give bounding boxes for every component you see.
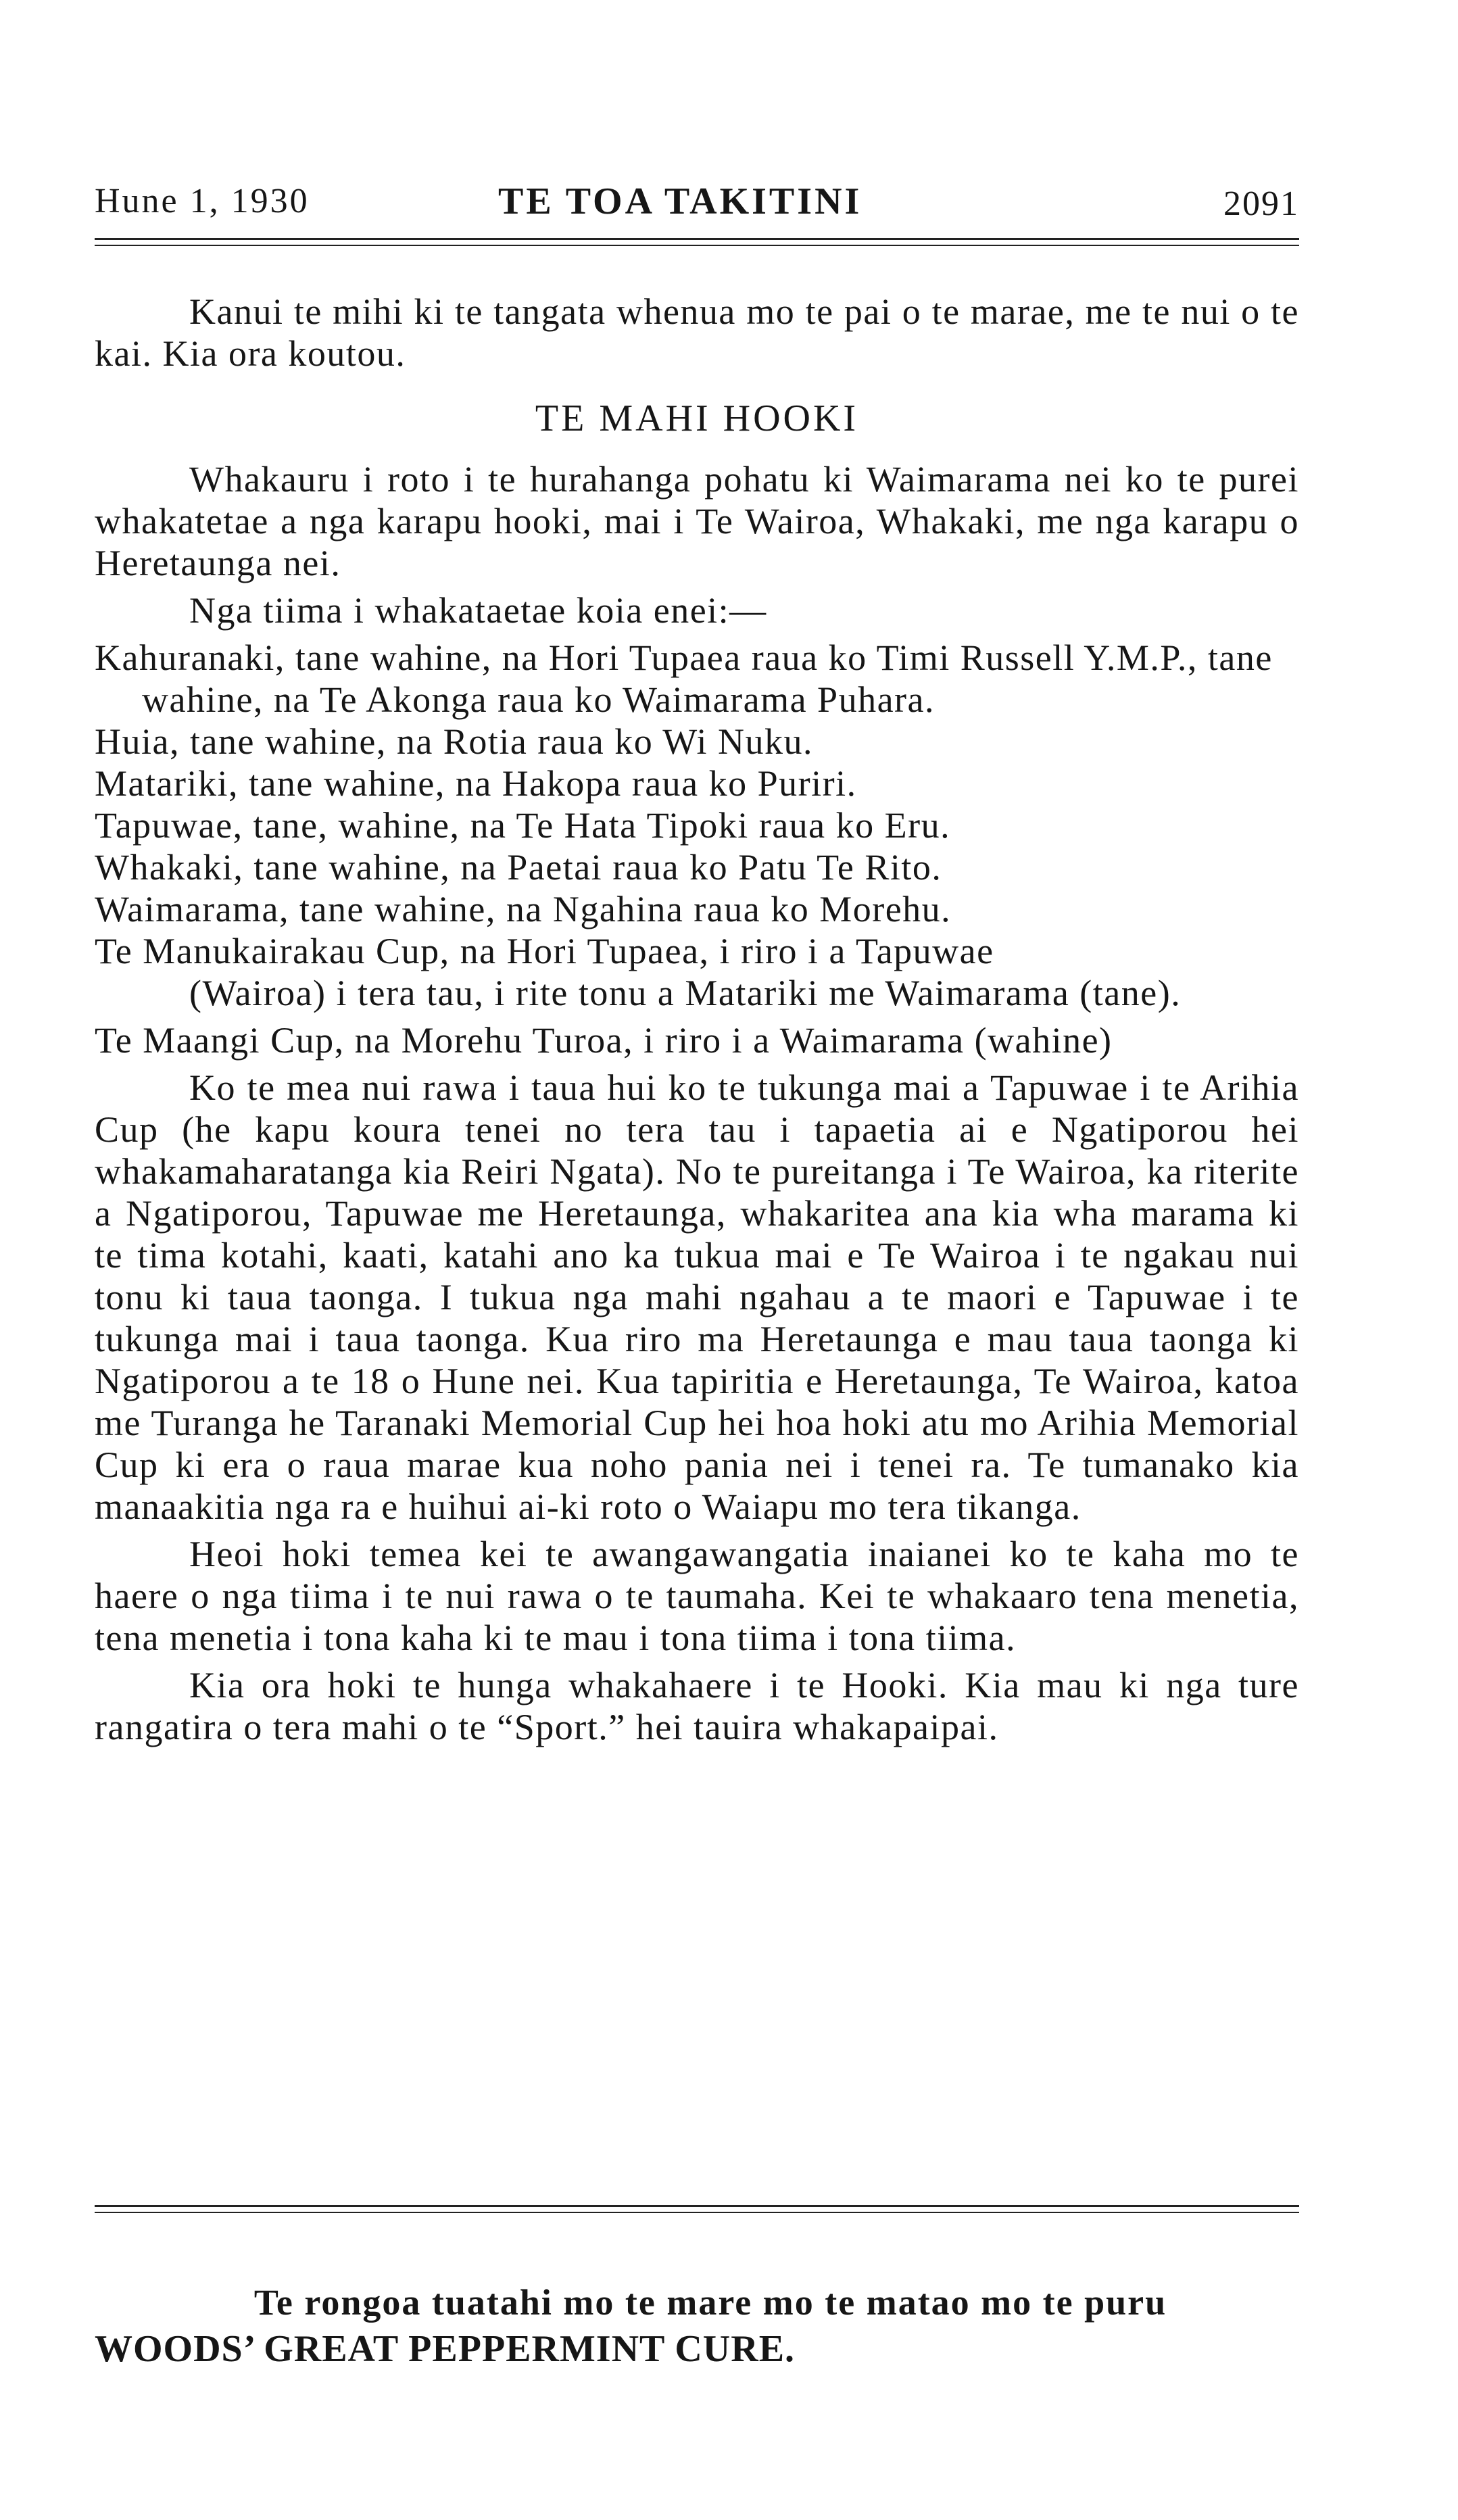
list-item: Huia, tane wahine, na Rotia raua ko Wi Nuku.	[95, 721, 814, 762]
advertisement	[95, 2281, 1299, 2371]
header-title: TE TOA TAKITINI	[498, 180, 862, 222]
advert-tagline: Te rongoa tuatahi mo te mare mo te matao mo te puru	[253, 2282, 1167, 2323]
paragraph-concern: Heoi hoki temea kei te awangawangatia inaianei ko te kaha mo te haere o nga tiima i te nui rawa o te taumaha. Kei te whakaaro tena menetia, tena menetia i tona kaha ki te mau i tona tiima i tona tiima.	[95, 1534, 1299, 1658]
list-item: Matariki, tane wahine, na Hakopa raua ko Puriri.	[95, 763, 857, 804]
list-item: Whakaki, tane wahine, na Paetai raua ko Patu Te Rito.	[95, 847, 942, 888]
header-rule-top	[95, 238, 1299, 240]
list-item: Kahuranaki, tane wahine, na Hori Tupaea raua ko Timi Russell Y.M.P., tane wahine, na Te Akonga raua ko Waimarama Puhara.	[95, 637, 1273, 720]
header-date: Hune 1, 1930	[95, 182, 310, 220]
cup-manukairakau-continued: (Wairoa) i tera tau, i rite tonu a Matariki me Waimarama (tane).	[189, 973, 1182, 1013]
paragraph-thanks: Kia ora hoki te hunga whakahaere i te Hooki. Kia mau ki nga ture rangatira o tera mahi o te “Sport.” hei tauira whakapaipai.	[95, 1665, 1299, 1747]
list-item: Waimarama, tane wahine, na Ngahina raua ko Morehu.	[95, 889, 952, 929]
header-rule-bottom	[95, 245, 1299, 246]
page-header	[95, 181, 1299, 228]
footer-rule-bottom	[95, 2212, 1299, 2213]
paragraph-teams-intro: Nga tiima i whakataetae koia enei:—	[189, 590, 767, 631]
cup-manukairakau: Te Manukairakau Cup, na Hori Tupaea, i riro i a Tapuwae	[95, 931, 994, 971]
intro-paragraph: Kanui te mihi ki te tangata whenua mo te pai o te marae, me te nui o te kai. Kia ora koutou.	[95, 291, 1299, 374]
footer-rule-top	[95, 2205, 1299, 2207]
advert-product: WOODS’ GREAT PEPPERMINT CURE.	[95, 2328, 796, 2370]
paragraph-hockey-intro: Whakauru i roto i te hurahanga pohatu ki Waimarama nei ko te purei whakatetae a nga karapu hooki, mai i Te Wairoa, Whakaki, me nga karapu o Heretaunga nei.	[95, 459, 1299, 583]
cup-maangi: Te Maangi Cup, na Morehu Turoa, i riro i a Waimarama (wahine)	[95, 1020, 1113, 1061]
list-item: Tapuwae, tane, wahine, na Te Hata Tipoki raua ko Eru.	[95, 805, 951, 846]
teams-list	[95, 637, 1299, 930]
header-page-number: 2091	[1223, 185, 1299, 223]
paragraph-arihia-cup: Ko te mea nui rawa i taua hui ko te tukunga mai a Tapuwae i te Arihia Cup (he kapu koura tenei no tera tau i tapaetia ai e Ngatiporou hei whakamaharatanga kia Reiri Ngata). No te pureitanga i Te Wairoa, ka riterite a Ngatiporou, Tapuwae me Heretaunga, whakaritea ana kia wha marama ki te tima kotahi, kaati, katahi ano ka tukua mai e Te Wairoa i te ngakau nui tonu ki taua taonga. I tukua nga mahi ngahau a te maori e Tapuwae i te tukunga mai i taua taonga. Kua riro ma Heretaunga e mau taua taonga ki Ngatiporou a te 18 o Hune nei. Kua tapiritia e Heretaunga, Te Wairoa, katoa me Turanga he Taranaki Memorial Cup hei hoa hoki atu mo Arihia Memorial Cup ki era o raua marae kua noho pania nei i tenei ra. Te tumanako kia manaakitia nga ra e huihui ai-ki roto o Waiapu mo tera tikanga.	[95, 1067, 1299, 1527]
article-body	[95, 291, 1299, 1753]
section-heading: TE MAHI HOOKI	[535, 397, 859, 439]
